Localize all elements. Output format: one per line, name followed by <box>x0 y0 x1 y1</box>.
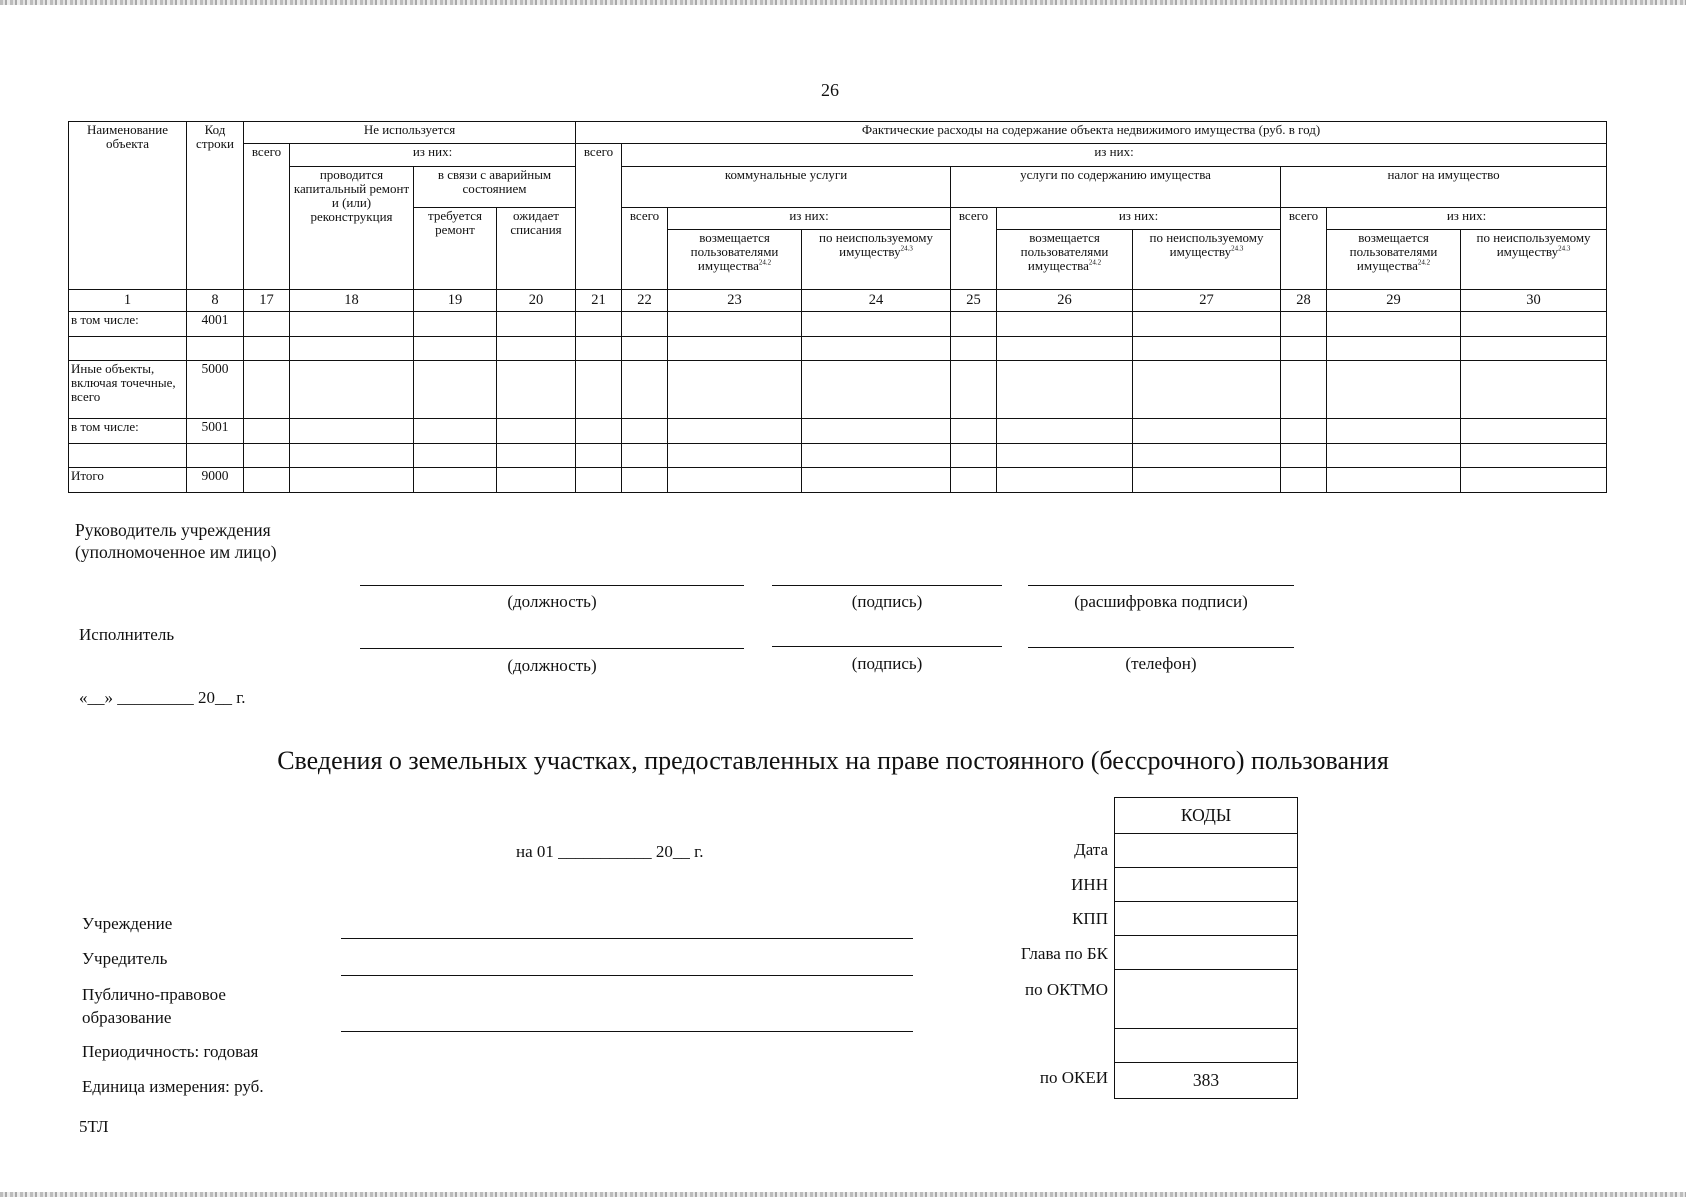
column-number: 22 <box>622 289 668 311</box>
section-title: Сведения о земельных участках, предоставленных на праве постоянного (бессрочного) пользования <box>277 746 1389 775</box>
column-number: 21 <box>576 289 622 311</box>
header-utilities-total: всего <box>622 207 668 289</box>
signature-caption: (подпись) <box>851 592 923 611</box>
header-maintenance-total: всего <box>951 207 997 289</box>
code-label-okei: по ОКЕИ <box>1039 1068 1108 1087</box>
table-row <box>69 443 1607 468</box>
head-of-institution-label: Руководитель учреждения (уполномоченное им лицо) <box>75 520 277 562</box>
code-label-inn: ИНН <box>1071 875 1108 894</box>
column-number: 26 <box>997 289 1133 311</box>
column-number: 30 <box>1461 289 1607 311</box>
column-number: 17 <box>244 289 290 311</box>
column-number: 20 <box>497 289 576 311</box>
code-cell-kpp <box>1115 902 1298 936</box>
executor-position-caption: (должность) <box>507 656 597 675</box>
header-maintenance-of-them: из них: <box>997 207 1281 229</box>
field-periodicity: Периодичность: годовая <box>82 1042 259 1061</box>
report-date-line: на 01 ___________ 20__ г. <box>516 842 704 861</box>
column-number-row <box>69 289 1607 311</box>
field-founder: Учредитель <box>82 949 168 968</box>
position-line <box>360 585 744 586</box>
header-emergency: в связи с аварийным состоянием <box>414 166 576 207</box>
field-institution: Учреждение <box>82 914 173 933</box>
property-costs-table <box>68 121 1607 493</box>
phone-caption: (телефон) <box>1125 654 1197 673</box>
signature-line <box>772 585 1002 586</box>
code-cell-inn <box>1115 868 1298 902</box>
header-utilities: коммунальные услуги <box>622 166 951 207</box>
column-number: 1 <box>69 289 187 311</box>
header-tax-of-them: из них: <box>1327 207 1607 229</box>
position-caption: (должность) <box>507 592 597 611</box>
header-tax-unused: по неиспользуемому имуществу$^{24.3}$ <box>1461 230 1607 289</box>
row-code: 4001 <box>187 312 244 337</box>
code-label-date: Дата <box>1074 840 1108 859</box>
executor-signature-line <box>772 646 1002 647</box>
column-number: 8 <box>187 289 244 311</box>
row-code <box>187 443 244 468</box>
phone-line <box>1028 647 1294 648</box>
column-number: 24 <box>802 289 951 311</box>
codes-header: КОДЫ <box>1115 798 1298 834</box>
codes-table <box>1114 797 1298 1099</box>
column-number: 18 <box>290 289 414 311</box>
header-utilities-of-them: из них: <box>668 207 951 229</box>
header-utilities-unused: по неиспользуемому имуществу$^{24.3}$ <box>802 230 951 289</box>
header-not-used-total: всего <box>244 144 290 289</box>
code-cell-oktmo-extra <box>1115 1029 1298 1063</box>
header-maintenance: услуги по содержанию имущества <box>951 166 1281 207</box>
header-needs-repair: требуется ремонт <box>414 207 497 289</box>
row-code: 9000 <box>187 468 244 493</box>
field-unit: Единица измерения: руб. <box>82 1077 264 1096</box>
column-number: 23 <box>668 289 802 311</box>
code-label-bk: Глава по БК <box>1020 944 1108 963</box>
column-number: 29 <box>1327 289 1461 311</box>
row-code: 5001 <box>187 419 244 444</box>
column-number: 25 <box>951 289 997 311</box>
column-number: 27 <box>1133 289 1281 311</box>
executor-signature-caption: (подпись) <box>851 654 923 673</box>
header-utilities-reimbursed: возмещается пользователями имущества$^{24.2}$ <box>668 230 802 289</box>
column-number: 28 <box>1281 289 1327 311</box>
header-tax-reimbursed: возмещается пользователями имущества$^{24.2}$ <box>1327 230 1461 289</box>
header-object-name: Наименование объекта <box>69 122 187 290</box>
table-row <box>69 361 1607 419</box>
page-number: 26 <box>821 80 839 100</box>
table-row <box>69 312 1607 337</box>
row-label: Иные объекты, включая точечные, всего <box>69 361 187 419</box>
table-row <box>69 419 1607 444</box>
row-code: 5000 <box>187 361 244 419</box>
scan-edge-top <box>0 0 1686 5</box>
header-costs-total: всего <box>576 144 622 289</box>
header-capital-repair: проводится капитальный ремонт и (или) реконструкция <box>290 166 414 289</box>
signature-date: «__» _________ 20__ г. <box>79 688 246 707</box>
executor-position-line <box>360 648 744 649</box>
row-label <box>69 336 187 361</box>
code-cell-date <box>1115 834 1298 868</box>
code-cell-oktmo <box>1115 970 1298 1029</box>
header-maintenance-reimbursed: возмещается пользователями имущества$^{24.2}$ <box>997 230 1133 289</box>
header-actual-costs: Фактические расходы на содержание объекта недвижимого имущества (руб. в год) <box>576 122 1607 144</box>
row-label: в том числе: <box>69 312 187 337</box>
column-number: 19 <box>414 289 497 311</box>
table-row <box>69 336 1607 361</box>
form-code: 5ТЛ <box>79 1117 109 1136</box>
founder-line <box>341 975 913 976</box>
row-label <box>69 443 187 468</box>
header-tax-total: всего <box>1281 207 1327 289</box>
code-label-oktmo: по ОКТМО <box>1024 980 1108 999</box>
decoding-line <box>1028 585 1294 586</box>
row-label: в том числе: <box>69 419 187 444</box>
decoding-caption: (расшифровка подписи) <box>1074 592 1248 611</box>
header-not-used-of-them: из них: <box>290 144 576 166</box>
header-maintenance-unused: по неиспользуемому имуществу$^{24.3}$ <box>1133 230 1281 289</box>
row-label: Итого <box>69 468 187 493</box>
header-not-used: Не используется <box>244 122 576 144</box>
header-awaits-writeoff: ожидает списания <box>497 207 576 289</box>
table-row <box>69 468 1607 493</box>
field-public-entity: Публично-правовое образование <box>82 985 226 1027</box>
header-property-tax: налог на имущество <box>1281 166 1607 207</box>
scan-edge-bottom <box>0 1192 1686 1197</box>
row-code <box>187 336 244 361</box>
code-cell-okei: 383 <box>1115 1063 1298 1099</box>
header-row-code: Код строки <box>187 122 244 290</box>
code-label-kpp: КПП <box>1072 909 1108 928</box>
code-cell-bk <box>1115 936 1298 970</box>
executor-label: Исполнитель <box>79 625 175 644</box>
public-entity-line <box>341 1031 913 1032</box>
header-costs-of-them: из них: <box>622 144 1607 166</box>
institution-line <box>341 938 913 939</box>
